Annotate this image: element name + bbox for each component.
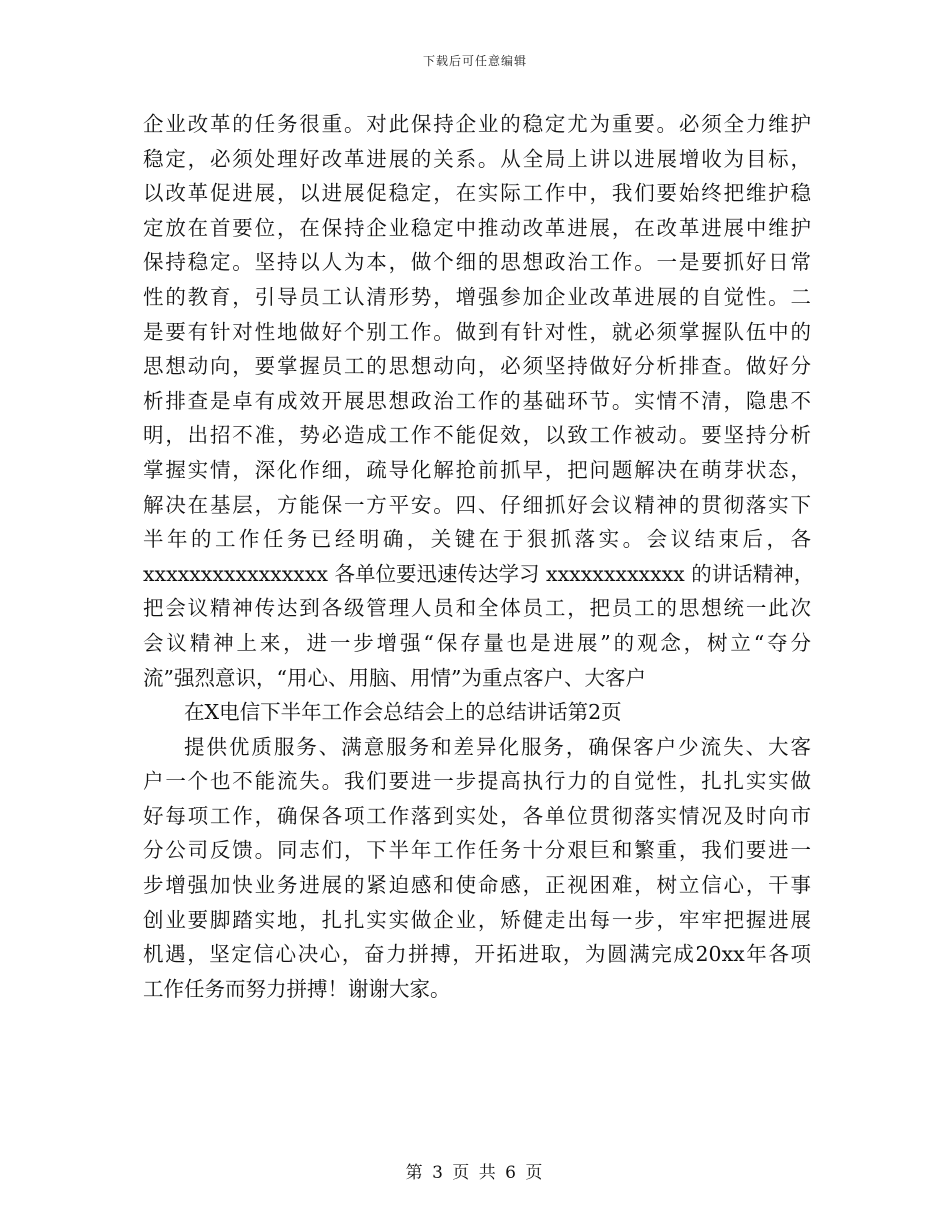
page-header: 下载后可任意编辑 xyxy=(422,54,527,68)
text-line: 析排查是卓有成效开展思想政治工作的基础环节。实情不清，隐患不 xyxy=(143,388,811,413)
text-line: 创业要脚踏实地，扎扎实实做企业，矫健走出每一步，牢牢把握进展 xyxy=(143,907,811,932)
text-line: 以改革促进展，以进展促稳定，在实际工作中，我们要始终把维护稳 xyxy=(143,181,811,206)
text-line: 半年的工作任务已经明确，关键在于狠抓落实。会议结束后，各 xyxy=(143,527,811,552)
text-line: xxxxxxxxxxxxxxxx 各单位要迅速传达学习 xxxxxxxxxxxx 的讲话精神， xyxy=(143,561,815,586)
text-line: 掌握实情，深化作细，疏导化解抢前抓早，把问题解决在萌芽状态， xyxy=(143,457,811,482)
text-line: 稳定，必须处理好改革进展的关系。从全局上讲以进展增收为目标， xyxy=(143,146,811,171)
text-line: 是要有针对性地做好个别工作。做到有针对性，就必须掌握队伍中的 xyxy=(143,319,811,344)
section-subtitle: 在X电信下半年工作会总结会上的总结讲话第2页 xyxy=(184,700,622,725)
text-line: 户一个也不能流失。我们要进一步提高执行力的自觉性，扎扎实实做 xyxy=(143,769,811,794)
text-line: 性的教育，引导员工认清形势，增强参加企业改革进展的自觉性。二 xyxy=(143,284,811,309)
text-line: 思想动向，要掌握员工的思想动向，必须坚持做好分析排查。做好分 xyxy=(143,354,811,379)
text-line: 步增强加快业务进展的紧迫感和使命感，正视困难，树立信心，干事 xyxy=(143,873,811,898)
text-line: 工作任务而努力拼搏！谢谢大家。 xyxy=(143,976,451,1001)
text-line: 流”强烈意识，“用心、用脑、用情”为重点客户、大客户 xyxy=(143,665,646,690)
text-line: 把会议精神传达到各级管理人员和全体员工，把员工的思想统一此次 xyxy=(143,596,811,621)
page-number: 第 3 页 共 6 页 xyxy=(405,1163,545,1183)
text-line: 提供优质服务、满意服务和差异化服务，确保客户少流失、大客 xyxy=(184,734,811,759)
text-line: 企业改革的任务很重。对此保持企业的稳定尤为重要。必须全力维护 xyxy=(143,112,811,136)
text-line: 解决在基层，方能保一方平安。四、仔细抓好会议精神的贯彻落实下 xyxy=(143,492,811,517)
text-line: 会议精神上来，进一步增强“保存量也是进展”的观念，树立“夺分 xyxy=(143,630,811,655)
text-line: 保持稳定。坚持以人为本，做个细的思想政治工作。一是要抓好日常 xyxy=(143,250,811,275)
text-line: 明，出招不准，势必造成工作不能促效，以致工作被动。要坚持分析 xyxy=(143,423,811,448)
text-line: 好每项工作，确保各项工作落到实处，各单位贯彻落实情况及时向市 xyxy=(143,803,811,828)
body-text xyxy=(143,107,815,1006)
text-line: 定放在首要位，在保持企业稳定中推动改革进展，在改革进展中维护 xyxy=(143,215,811,240)
text-line: 分公司反馈。同志们，下半年工作任务十分艰巨和繁重，我们要进一 xyxy=(143,838,811,863)
text-line: 机遇，坚定信心决心，奋力拼搏，开拓进取，为圆满完成20xx年各项 xyxy=(143,942,811,967)
